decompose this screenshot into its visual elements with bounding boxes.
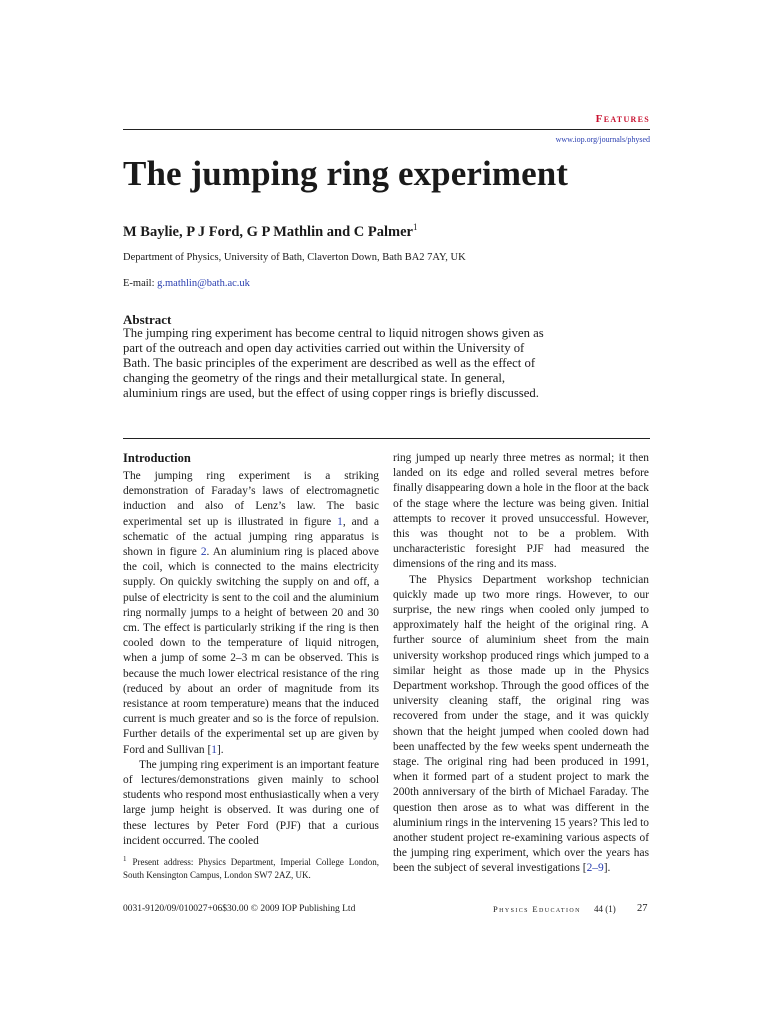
abstract-heading: Abstract (123, 312, 172, 327)
footnote (123, 853, 379, 882)
section-rule (123, 438, 650, 439)
text-run: , and a schematic of the actual jumping ring apparatus is shown in figure (123, 515, 380, 559)
issue-number: (1) (605, 904, 616, 914)
footer-journal: Physics Education (493, 904, 581, 914)
citation-link[interactable]: 1 (211, 743, 217, 756)
page-number: 27 (637, 903, 648, 914)
intro-paragraph-1 (123, 469, 379, 758)
volume-number: 44 (594, 904, 603, 914)
citation-link[interactable]: 2–9 (586, 862, 604, 875)
text-run: The jumping ring experiment is a striking demonstration of Faraday’s laws of electromagnetic induction and also of Lenz’s law. The basic experimental set up is illustrated in figure (123, 470, 379, 528)
affiliation: Department of Physics, University of Bath, Claverton Down, Bath BA2 7AY, UK (123, 252, 466, 263)
abstract-text: The jumping ring experiment has become central to liquid nitrogen shows given as part of the outreach and open day activities carried out within the University of Bath. The basic principles of the experiment are described as well as the effect of changing the geometry of the rings and their metallurgical state. In general, aluminium rings are used, but the effect of using copper rings is briefly discussed. (123, 326, 544, 401)
footnote-mark: 1 (123, 855, 127, 863)
text-run: ]. (216, 743, 224, 756)
left-column (123, 451, 379, 849)
author-list (123, 222, 418, 241)
footnote-text: Present address: Physics Department, Imperial College London, South Kensington Campus, London SW7 2AZ, UK. (123, 857, 379, 880)
footer-volume (594, 904, 616, 914)
email-label: E-mail: (123, 278, 155, 289)
author-footnote-mark: 1 (413, 222, 418, 232)
right-column (393, 451, 649, 877)
footer-code: 0031-9120/09/010027+06$30.00 © 2009 IOP Publishing Ltd (123, 904, 356, 914)
text-run: The Physics Department workshop technician quickly made up two more rings. However, to our surprise, the new rings when cooled only jumped to approximately half the height of the original ring. A further source of aluminium sheet from the main university workshop produced rings which jumped to a similar height as those made up in the Physics Department workshop. Through the good offices of the university cleaning staff, the original ring was recovered from under the stage, and it was quickly shown that the height jumped when cooled down had been unaffected by the few weeks spent underneath the stage. The original ring had been produced in 1991, when it formed part of a student project to mark the 200th anniversary of the birth of Michael Faraday. The question then arose as to what was different in the aluminium rings in the intervening 15 years? This led to another student project re-examining various aspects of the jumping ring experiment, which over the years has been the subject of several investigations [ (393, 573, 649, 875)
introduction-heading: Introduction (123, 451, 191, 465)
intro-paragraph-4 (393, 573, 649, 877)
intro-paragraph-3: ring jumped up nearly three metres as normal; it then landed on its edge and rolled several metres before finally disappearing down a hole in the floor at the back of the stage where the lecture was being given. Initial attempts to recover it proved unsuccessful. However, this was thought not to be a problem. With uncharacteristic foresight PJF had measured the dimensions of the ring and its mass. (393, 452, 649, 571)
section-label: Features (595, 113, 650, 125)
article-title: The jumping ring experiment (123, 154, 569, 193)
email-link[interactable]: g.mathlin@bath.ac.uk (157, 278, 250, 289)
header-rule (123, 129, 650, 130)
email-line (123, 278, 250, 289)
figure-ref-link[interactable]: 2 (200, 546, 207, 559)
text-run: ]. (603, 862, 611, 875)
figure-ref-link[interactable]: 1 (337, 515, 343, 528)
intro-paragraph-2: The jumping ring experiment is an important feature of lectures/demonstrations given mainly to school students who respond most enthusiastically when a very large jump height is observed. It was during one of these lectures by Peter Ford (PJF) that a curious incident occurred. The cooled (123, 758, 379, 847)
journal-url[interactable]: www.iop.org/journals/physed (555, 135, 650, 144)
authors-text: M Baylie, P J Ford, G P Mathlin and C Palmer (123, 224, 413, 240)
text-run: . An aluminium ring is placed above the coil, which is connected to the mains electricity supply. On quickly switching the supply on and off, a pulse of electricity is sent to the coil and the aluminium ring normally jumps to a height of between 20 and 30 cm. The effect is particularly striking if the ring is then cooled down to the temperature of liquid nitrogen, when a jump of some 2–3 m can be observed. This is because the much lower electrical resistance of the ring (reduced by about an order of magnitude from its resistance at room temperature) means that the induced current is much greater and so is the force of repulsion. Further details of the experimental set up are given by Ford and Sullivan [ (123, 546, 379, 756)
